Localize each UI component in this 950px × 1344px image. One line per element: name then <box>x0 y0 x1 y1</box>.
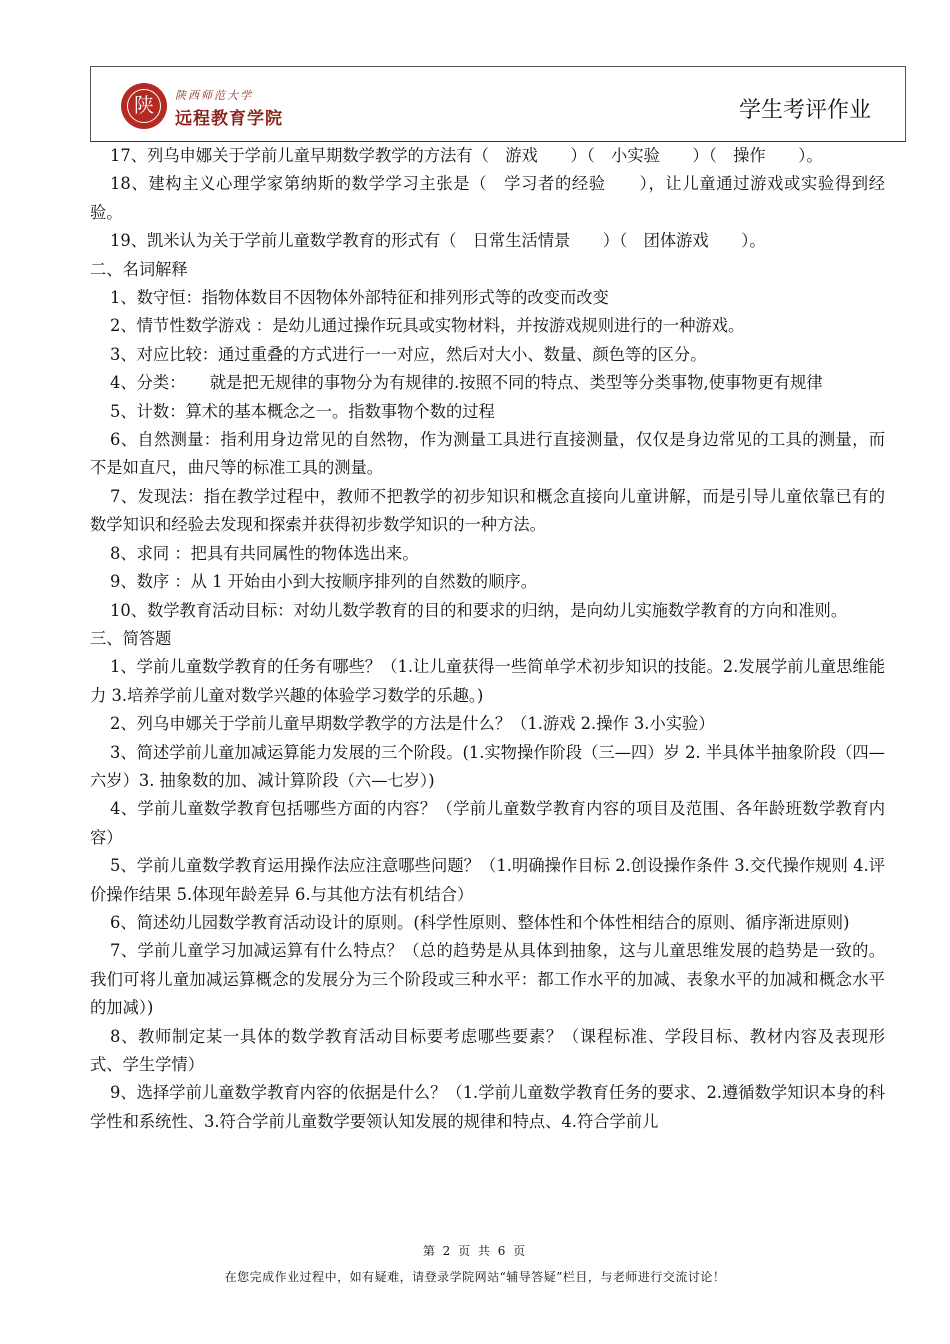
university-name: 陕西师范大学 <box>175 89 253 102</box>
page-number: 第 2 页 共 6 页 <box>422 1244 528 1258</box>
term-item-7: 7、发现法：指在教学过程中，教师不把教学的初步知识和概念直接向儿童讲解，而是引导儿童依靠已有的数学知识和经验去发现和探索并获得初步数学知识的一种方法。 <box>90 486 885 535</box>
question-item-6: 6、简述幼儿园数学教育活动设计的原则。(科学性原则、整体性和个体性相结合的原则、循序渐进原则) <box>110 912 850 932</box>
question-item-2: 2、列乌申娜关于学前儿童早期数学教学的方法是什么？（1.游戏 2.操作 3.小实验） <box>110 714 715 734</box>
section-heading-terms: 二、名词解释 <box>90 259 188 279</box>
college-name: 远程教育学院 <box>175 109 283 129</box>
term-item-3: 3、对应比较：通过重叠的方式进行一一对应，然后对大小、数量、颜色等的区分。 <box>110 344 707 364</box>
fill-blank-17: 17、列乌申娜关于学前儿童早期数学教学的方法有（ 游戏 ）（ 小实验 ）（ 操作 ）。 <box>110 146 823 165</box>
term-item-9: 9、数序 ：从 1 开始由小到大按顺序排列的自然数的顺序。 <box>110 572 537 592</box>
seal-character: 陕 <box>127 89 161 123</box>
term-item-4: 4、分类： 就是把无规律的事物分为有规律的.按照不同的特点、类型等分类事物,使事物更有规律 <box>110 373 823 393</box>
university-seal-logo <box>121 83 167 129</box>
term-item-2: 2、情节性数学游戏 ：是幼儿通过操作玩具或实物材料，并按游戏规则进行的一种游戏。 <box>110 316 745 336</box>
question-item-9: 9、选择学前儿童数学教育内容的依据是什么？（1.学前儿童数学教育任务的要求、2.遵循数学知识本身的科学性和系统性、3.符合学前儿童数学要领认知发展的规律和特点、4.符合学前儿 <box>90 1083 885 1131</box>
footer-note: 在您完成作业过程中，如有疑难，请登录学院网站“辅导答疑”栏目，与老师进行交流讨论！ <box>224 1270 726 1284</box>
document-type-title: 学生考评作业 <box>738 98 871 123</box>
term-item-10: 10、数学教育活动目标：对幼儿数学教育的目的和要求的归纳，是向幼儿实施数学教育的方向和准则。 <box>110 600 848 620</box>
question-item-8: 8、教师制定某一具体的数学教育活动目标要考虑哪些要素？（课程标准、学段目标、教材内容及表现形式、学生学情） <box>90 1026 885 1074</box>
term-item-1: 1、数守恒：指物体数目不因物体外部特征和排列形式等的改变而改变 <box>110 288 609 308</box>
term-item-5: 5、计数：算术的基本概念之一。指数事物个数的过程 <box>110 401 495 421</box>
term-item-6: 6、自然测量：指利用身边常见的自然物，作为测量工具进行直接测量，仅仅是身边常见的工具的测量，而不是如直尺，曲尺等的标准工具的测量。 <box>90 430 885 478</box>
fill-blank-18: 18、建构主义心理学家第纳斯的数学学习主张是（ 学习者的经验 ），让儿童通过游戏或实验得到经验。 <box>90 174 885 222</box>
section-heading-short-answer: 三、简答题 <box>90 628 172 648</box>
question-item-5: 5、学前儿童数学教育运用操作法应注意哪些问题？（1.明确操作目标 2.创设操作条件 3.交代操作规则 4.评价操作结果 5.体现年龄差异 6.与其他方法有机结合） <box>90 856 885 904</box>
question-item-7: 7、学前儿童学习加减运算有什么特点？（总的趋势是从具体到抽象，这与儿童思维发展的趋势是一致的。我们可将儿童加减运算概念的发展分为三个阶段或三种水平：都工作水平的加减、表象水平的加减和概念水平的加减）) <box>90 941 885 1018</box>
fill-blank-19: 19、凯米认为关于学前儿童数学教育的形式有（ 日常生活情景 ）（ 团体游戏 ）。 <box>110 231 766 251</box>
question-item-1: 1、学前儿童数学教育的任务有哪些？（1.让儿童获得一些简单学术初步知识的技能。2.发展学前儿童思维能力 3.培养学前儿童对数学兴趣的体验学习数学的乐趣。) <box>90 657 885 705</box>
question-item-4: 4、学前儿童数学教育包括哪些方面的内容？（学前儿童数学教育内容的项目及范围、各年龄班数学教育内容） <box>90 799 885 847</box>
question-item-3: 3、简述学前儿童加减运算能力发展的三个阶段。(1.实物操作阶段（三—四）岁 2. 半具体半抽象阶段（四—六岁）3. 抽象数的加、减计算阶段（六—七岁）) <box>90 742 885 790</box>
document-body <box>90 142 885 1136</box>
document-header <box>90 66 906 142</box>
term-item-8: 8、求同 ：把具有共同属性的物体选出来。 <box>110 543 419 563</box>
